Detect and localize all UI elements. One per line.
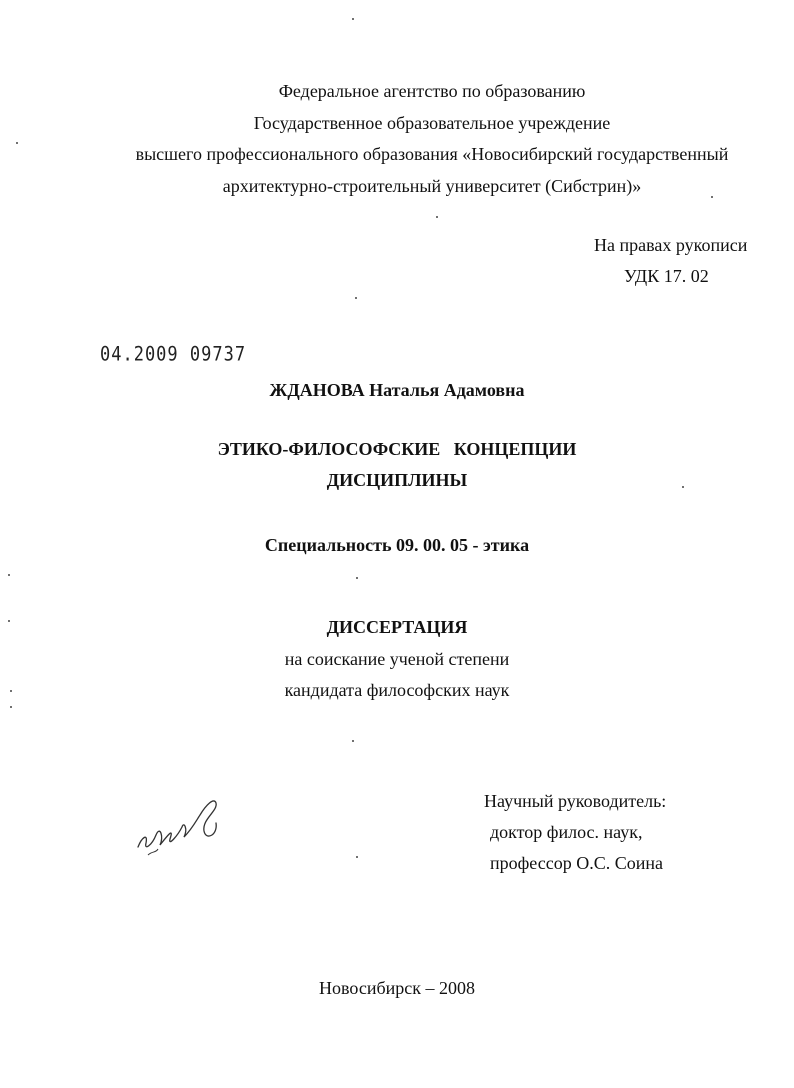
scan-speck	[8, 574, 10, 576]
header-line-institution-type: Государственное образовательное учреждение	[253, 112, 611, 133]
advisor-heading: Научный руководитель:	[484, 791, 667, 811]
header-line-education-level: высшего профессионального образования «Новосибирский государственный	[135, 144, 729, 164]
scan-speck	[355, 297, 357, 299]
degree-line-1: на соискание ученой степени	[284, 649, 510, 669]
scan-speck	[356, 856, 358, 858]
author-name: ЖДАНОВА Наталья Адамовна	[269, 380, 525, 400]
header-line-agency: Федеральное агентство по образованию	[278, 81, 586, 101]
scan-speck	[352, 18, 354, 20]
specialty: Специальность 09. 00. 05 - этика	[264, 535, 530, 555]
scan-speck	[10, 706, 12, 708]
scan-speck	[436, 216, 438, 218]
rights-note: На правах рукописи	[594, 235, 748, 255]
scan-speck	[16, 142, 18, 144]
header-line-university: архитектурно-строительный университет (Сибстрин)»	[222, 175, 642, 196]
scientific-advisor	[484, 786, 666, 879]
scan-speck	[711, 196, 713, 198]
scan-speck	[352, 740, 354, 742]
advisor-degree: доктор филос. наук,	[490, 822, 643, 842]
dissertation-title	[0, 434, 794, 496]
degree-line-2: кандидата философских наук	[284, 680, 510, 700]
scan-speck	[682, 486, 684, 488]
scan-speck	[8, 620, 10, 622]
udk-code: УДК 17. 02	[624, 266, 709, 286]
manuscript-note	[594, 230, 747, 292]
city-year: Новосибирск – 2008	[319, 978, 475, 998]
degree-description	[0, 644, 794, 706]
title-line-2: ДИСЦИПЛИНЫ	[326, 470, 468, 490]
handwritten-signature	[130, 785, 230, 860]
scan-speck	[356, 577, 358, 579]
institution-header	[40, 76, 794, 202]
advisor-name: профессор О.С. Соина	[490, 853, 663, 873]
scan-speck	[10, 690, 12, 692]
dissertation-label: ДИССЕРТАЦИЯ	[326, 617, 468, 637]
catalog-number-stamp: 04.2009 09737	[100, 343, 247, 366]
title-line-1: ЭТИКО-ФИЛОСОФСКИЕ КОНЦЕПЦИИ	[217, 439, 577, 459]
